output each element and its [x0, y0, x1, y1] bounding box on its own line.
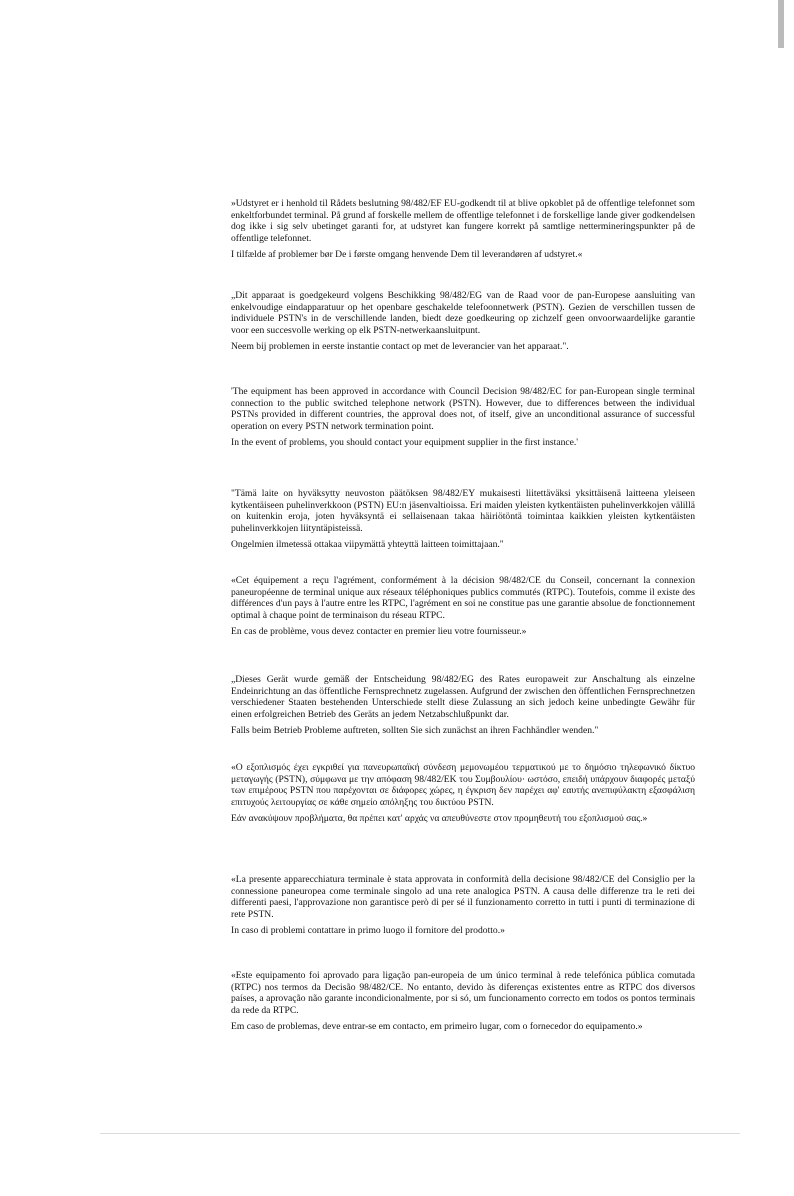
statement-danish-paragraph-2: I tilfælde af problemer bør De i første omgang henvende Dem til leverandøren af udstyret.« — [231, 248, 583, 260]
statement-italian-paragraph-2: In caso di problemi contattare in primo luogo il fornitore del prodotto.» — [231, 924, 505, 936]
statement-english-paragraph-2: In the event of problems, you should contact your equipment supplier in the first instance.' — [231, 436, 579, 448]
statement-dutch — [231, 290, 695, 353]
statement-french — [231, 575, 695, 638]
footer-divider — [100, 1133, 740, 1134]
page-edge-tab — [778, 0, 784, 48]
statement-italian-paragraph-1: «La presente apparecchiatura terminale è stata approvata in conformità della decisione 98/482/CE del Consiglio per la connessione paneuropea come terminale singolo ad una rete analogica PSTN. A causa delle differenze tra le reti dei differenti paesi, l'approvazione non garantisce però di per sé il funzionamento corretto in tutti i punti di terminazione di rete PSTN. — [231, 874, 695, 921]
statement-german-paragraph-2: Falls beim Betrieb Probleme auftreten, sollten Sie sich zunächst an ihren Fachhändler wenden." — [231, 724, 599, 736]
statement-portuguese-paragraph-2: Em caso de problemas, deve entrar-se em contacto, em primeiro lugar, com o fornecedor do equipamento.» — [231, 1020, 643, 1032]
statement-french-paragraph-1: «Cet équipement a reçu l'agrément, conformément à la décision 98/482/CE du Conseil, concernant la connexion paneuropéenne de terminal unique aux réseaux téléphoniques publics commutés (RTPC). Toutefois, comme il existe des différences d'un pays à l'autre entre les RTPC, l'agrément en soi ne constitue pas une garantie absolue de fonctionnement optimal à chaque point de terminaison du réseau RTPC. — [231, 575, 695, 622]
statement-italian — [231, 874, 695, 937]
statement-danish — [231, 198, 695, 261]
statement-dutch-paragraph-1: „Dit apparaat is goedgekeurd volgens Beschikking 98/482/EG van de Raad voor de pan-Europese aansluiting van enkelvoudige eindapparatuur op het openbare geschakelde telefoonnetwerk (PSTN). Gezien de verschillen tussen de individuele PSTN's in de verschillende landen, biedt deze goedkeuring op zichzelf geen onvoorwaardelijke garantie voor een succesvolle werking op elk PSTN-netwerkaansluitpunt. — [231, 290, 695, 337]
statement-greek — [231, 762, 695, 825]
statement-portuguese-paragraph-1: «Este equipamento foi aprovado para ligação pan-europeia de um único terminal à rede telefónica pública comutada (RTPC) nos termos da Decisão 98/482/CE. No entanto, devido às diferenças existentes entre as RTPC dos diversos países, a aprovação não garante incondicionalmente, por si só, um funcionamento correcto em todos os pontos terminais da rede da RTPC. — [231, 970, 695, 1017]
statement-danish-paragraph-1: »Udstyret er i henhold til Rådets beslutning 98/482/EF EU-godkendt til at blive opkoblet på de offentlige telefonnet som enkeltforbundet terminal. På grund af forskelle mellem de offentlige telefonnet i de forskellige lande giver godkendelsen dog ikke i sig selv ubetinget garanti for, at udstyret kan fungere korrekt på samtlige nettermineringspunkter på de offentlige telefonnet. — [231, 198, 695, 245]
statement-dutch-paragraph-2: Neem bij problemen in eerste instantie contact op met de leverancier van het apparaat.". — [231, 340, 569, 352]
statement-portuguese — [231, 970, 695, 1033]
statement-greek-paragraph-2: Εάν ανακύψουν προβλήματα, θα πρέπει κατ' αρχάς να απευθύνεστε στον προμηθευτή του εξοπλισμού σας.» — [231, 812, 648, 824]
statement-english-paragraph-1: 'The equipment has been approved in accordance with Council Decision 98/482/EC for pan-European single terminal connection to the public switched telephone network (PSTN). However, due to differences between the individual PSTNs provided in different countries, the approval does not, of itself, give an unconditional assurance of successful operation on every PSTN network termination point. — [231, 386, 695, 433]
statement-german — [231, 674, 695, 737]
statement-french-paragraph-2: En cas de problème, vous devez contacter en premier lieu votre fournisseur.» — [231, 625, 527, 637]
statement-finnish-paragraph-2: Ongelmien ilmetessä ottakaa viipymättä yhteyttä laitteen toimittajaan." — [231, 538, 504, 550]
statement-german-paragraph-1: „Dieses Gerät wurde gemäß der Entscheidung 98/482/EG des Rates europaweit zur Anschaltung als einzelne Endeinrichtung an das öffentliche Fernsprechnetz zugelassen. Aufgrund der zwischen den öffentlichen Fernsprechnetzen verschiedener Staaten bestehenden Unterschiede stellt diese Zulassung an sich jedoch keine unbedingte Gewähr für einen erfolgreichen Betrieb des Geräts an jedem Netzabschlußpunkt dar. — [231, 674, 695, 721]
statement-greek-paragraph-1: «Ο εξοπλισμός έχει εγκριθεί για πανευρωπαϊκή σύνδεση μεμονωμέου τερματικού με το δημόσιο τηλεφωνικό δίκτυο μεταγωγής (PSTN), σύμφωνα με την απόφαση 98/482/ΕΚ του Συμβουλίου· ωστόσο, επειδή υπάρχουν διαφορές μεταξύ των επιμέρους PSTN που παρέχονται σε διάφορες χώρες, η έγκριση δεν παρέχει αφ' εαυτής ανεπιφύλακτη εξασφάλιση επιτυχούς λειτουργίας σε κάθε σημείο απόληξης του δικτύου PSTN. — [231, 762, 695, 809]
statement-finnish — [231, 488, 695, 551]
statement-finnish-paragraph-1: "Tämä laite on hyväksytty neuvoston päätöksen 98/482/EY mukaisesti liitettäväksi yksittäisenä laitteena yleiseen kytkentäiseen puhelinverkkoon (PSTN) EU:n jäsenvaltioissa. Eri maiden yleisten kytkentäisten puhelinverkkojen välillä on kuitenkin eroja, joten hyväksyntä ei sellaisenaan takaa häiriötöntä toimintaa kaikkien yleisten kytkentäisten puhelinverkkojen liityntäpisteissä. — [231, 488, 695, 535]
statement-english — [231, 386, 695, 449]
